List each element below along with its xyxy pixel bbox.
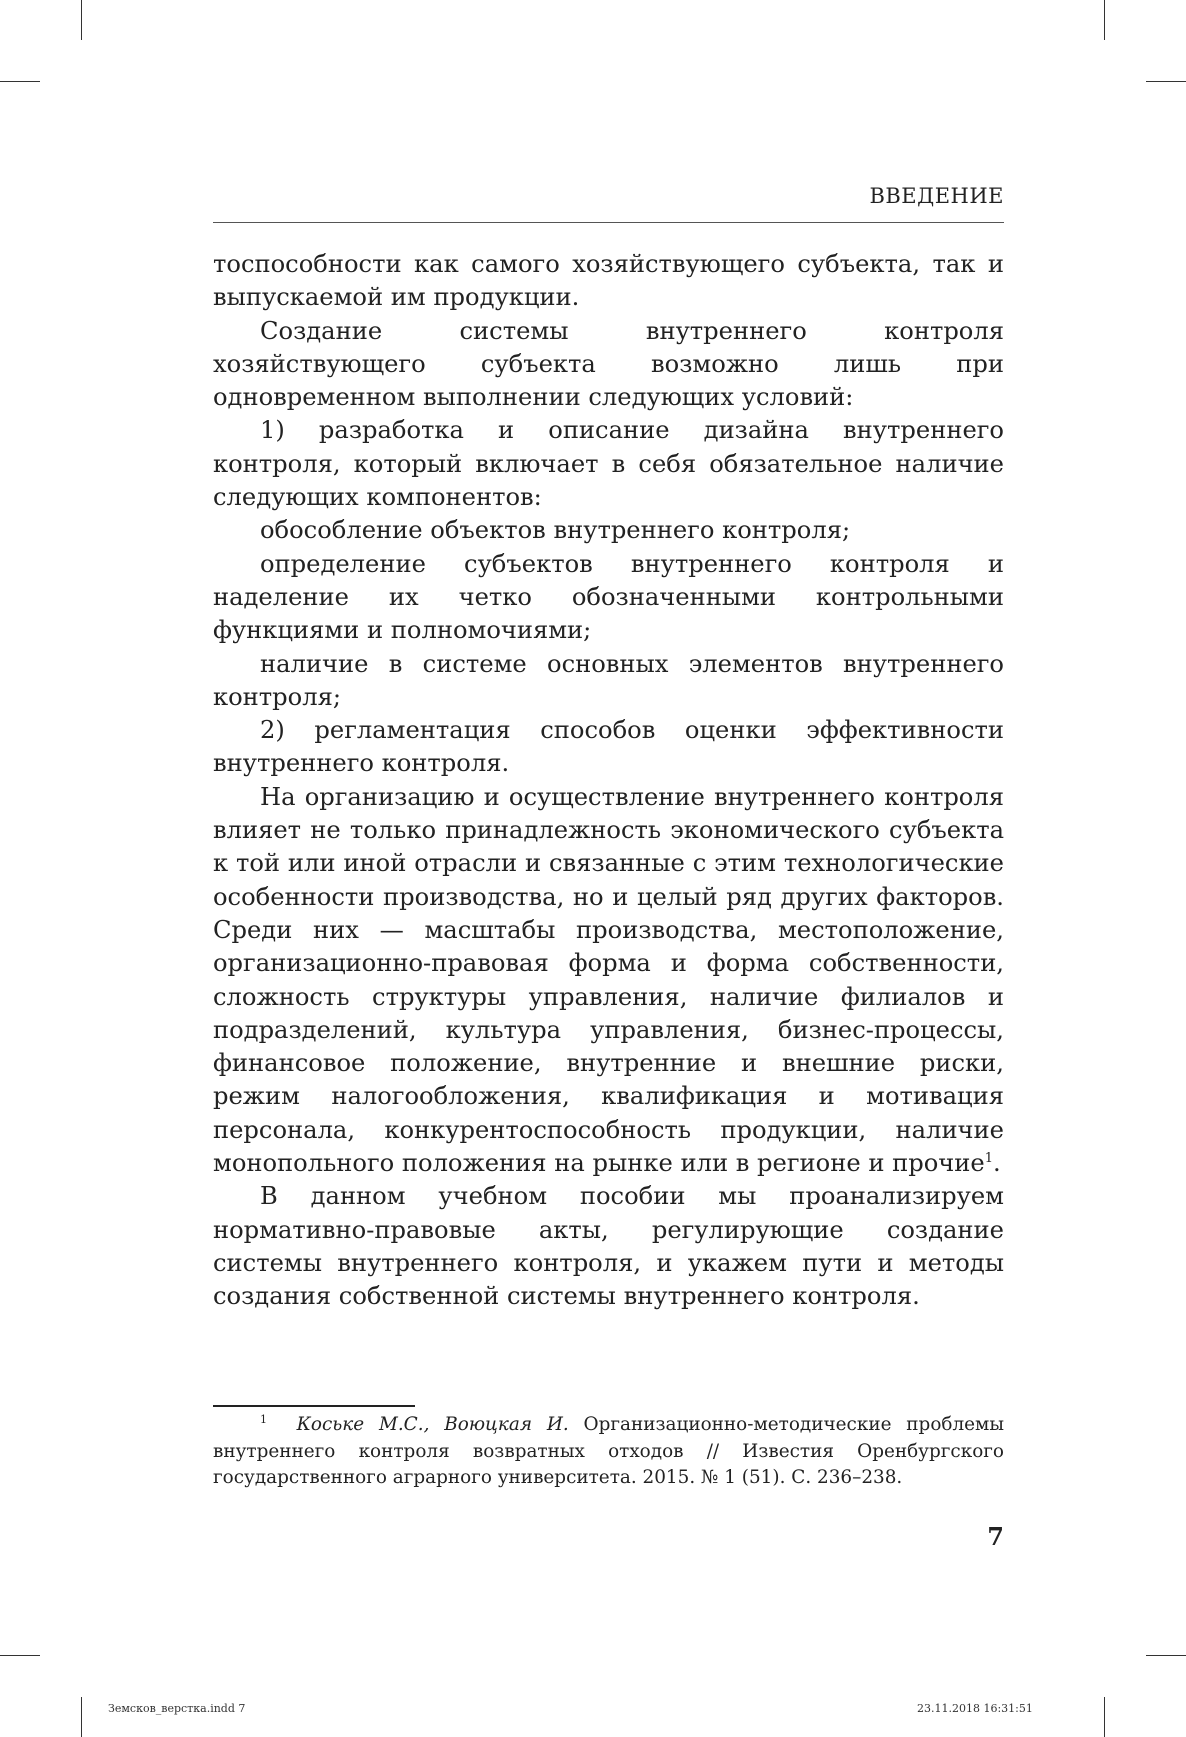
crop-mark (0, 81, 40, 82)
crop-mark (81, 0, 82, 40)
body-text (213, 248, 1004, 1314)
footnote-rule (213, 1405, 415, 1407)
footnote-author: Коське М.С., Воюцкая И. (296, 1414, 569, 1435)
crop-mark (1146, 1655, 1186, 1656)
crop-mark (0, 1655, 40, 1656)
page-number: 7 (987, 1522, 1004, 1551)
crop-mark (1104, 0, 1105, 40)
slug-datetime: 23.11.2018 16:31:51 (917, 1702, 1033, 1715)
crop-mark (1146, 81, 1186, 82)
paragraph: Создание системы внутреннего контроля хозяйствующего субъекта возможно лишь при одновременном выполнении следующих условий: (213, 316, 1004, 412)
footnote-marker: 1 (260, 1412, 267, 1426)
crop-mark (81, 1697, 82, 1737)
footnote-ref[interactable]: 1 (984, 1150, 994, 1166)
paragraph: обособление объектов внутреннего контроля; (260, 516, 851, 545)
paragraph: 2) регламентация способов оценки эффективности внутреннего контроля. (213, 716, 1004, 778)
crop-mark (1104, 1697, 1105, 1737)
slug-filename: Земсков_верстка.indd 7 (108, 1702, 246, 1715)
paragraph: В данном учебном пособии мы проанализируем нормативно-правовые акты, регулирующие создание системы внутреннего контроля, и укажем пути и методы создания собственной системы внутреннего контроля. (213, 1182, 1004, 1311)
paragraph: наличие в системе основных элементов внутреннего контроля; (213, 649, 1004, 711)
paragraph: определение субъектов внутреннего контроля и наделение их четко обозначенными контрольными функциями и полномочиями; (213, 549, 1004, 645)
paragraph-text: На организацию и осуществление внутреннего контроля влияет не только принадлежность экономического субъекта к той или иной отрасли и связанные с этим технологические особенности производства, но и целый ряд других факторов. Среди них — масштабы производства, местоположение, организационно-правовая форма и форма собственности, сложность структуры управления, наличие филиалов и подразделений, культура управления, бизнес-процессы, финансовое положение, внутренние и внешние риски, режим налогообложения, квалификация и мотивация персонала, конкурентоспособность продукции, наличие монопольного положения на рынке или в регионе и прочие (213, 782, 1004, 1178)
paragraph: На организацию и осуществление внутреннего контроля влияет не только принадлежность экономического субъекта к той или иной отрасли и связанные с этим технологические особенности производства, но и целый ряд других факторов. Среди них — масштабы производства, местоположение, организационно-правовая форма и форма собственности, сложность структуры управления, наличие филиалов и подразделений, культура управления, бизнес-процессы, финансовое положение, внутренние и внешние риски, режим налогообложения, квалификация и мотивация персонала, конкурентоспособность продукции, наличие монопольного положения на рынке или в регионе и прочие$^1$. (213, 782, 1004, 1178)
paragraph: 1) разработка и описание дизайна внутреннего контроля, который включает в себя обязательное наличие следующих компонентов: (213, 416, 1004, 512)
header-rule (213, 222, 1004, 223)
footnote-text: Организационно-методические проблемы внутреннего контроля возвратных отходов // Известия Оренбургского государственного аграрного университета. 2015. № 1 (51). С. 236–238. (213, 1414, 1004, 1488)
footnote (213, 1412, 1004, 1492)
running-header: ВВЕДЕНИЕ (869, 184, 1004, 208)
paragraph: тоспособности как самого хозяйствующего субъекта, так и выпускаемой им продукции. (213, 250, 1004, 312)
